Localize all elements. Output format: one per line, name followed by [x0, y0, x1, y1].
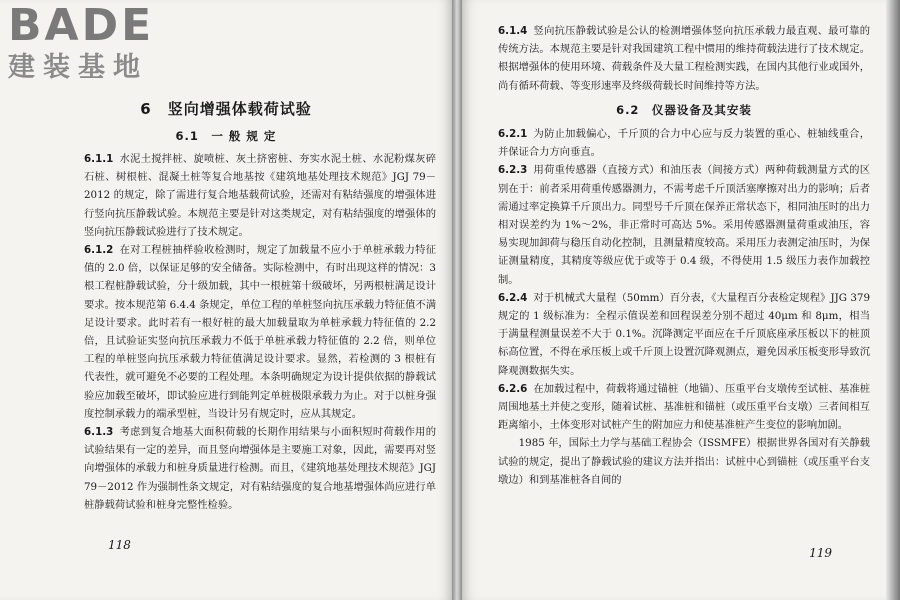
clause-text: 为防止加载偏心，千斤顶的合力中心应与反力装置的重心、桩轴线重合，并保证合力方向垂直。	[498, 128, 870, 159]
clause-number: 6.2.1	[498, 128, 528, 141]
clause-6-1-1	[84, 150, 436, 241]
section-heading-6-1: 6.1 一 般 规 定	[175, 129, 277, 143]
watermark-logo	[8, 0, 155, 84]
clause-6-2-4	[498, 289, 870, 380]
clause-number: 6.1.1	[84, 153, 114, 165]
clause-number: 6.1.2	[84, 244, 114, 257]
clause-6-2-1	[498, 125, 870, 161]
clause-number: 6.2.6	[498, 382, 528, 395]
clause-number: 6.1.3	[84, 426, 114, 439]
clause-text: 水泥土搅拌桩、旋喷桩、灰土挤密桩、夯实水泥土桩、水泥粉煤灰碎石桩、树根桩、混凝土桩等复合地基按《建筑地基处理技术规范》JGJ 79－2012 的规定，除了需进行复合地基载荷试验，还需对有粘结强度的增强体进行竖向抗压静载试验。本规范主要是针对这类规定，对有粘结强度的增强体的竖向抗压静载试验进行了技术规定。	[84, 153, 436, 238]
clause-text: 考虑到复合地基大面积荷载的长期作用结果与小面积短时荷载作用的试验结果有一定的差异，而且竖向增强体是主要施工对象，因此，需要再对竖向增强体的承载力和桩身质量进行检测。而且，《建筑地基处理技术规范》JGJ 79－2012 作为强制性条文规定，对有粘结强度的复合地基增强体尚应进行单桩静载荷试验和桩身完整性检验。	[84, 426, 436, 511]
clause-text: 对于机械式大量程（50mm）百分表，《大量程百分表检定规程》JJG 379 规定的 1 级标准为：全程示值误差和回程误差分别不超过 40μm 和 8μm，相当于满量程测量误差不大于 0.1%。沉降测定平面应在千斤顶底座承压板以下的桩顶标高位置，不得在承压板上或千斤顶上设置沉降观测点，避免因承压板变形导致沉降观测数据失实。	[498, 291, 870, 377]
scan-edge-shadow	[886, 0, 900, 600]
chapter-title: 6 竖向增强体载荷试验	[140, 100, 312, 118]
book-gutter	[452, 0, 462, 600]
section-heading-6-2: 6.2 仪器设备及其安装	[616, 102, 752, 117]
closing-paragraph: 1985 年，国际土力学与基础工程协会（ISSMFE）根据世界各国对有关静载试验的规定，提出了静载试验的建议方法并指出：试桩中心到锚桩（或压重平台支墩边）和到基准桩各自间的	[498, 437, 870, 486]
clause-6-1-2	[84, 241, 436, 423]
clause-6-2-6	[498, 380, 870, 435]
clause-number: 6.2.3	[498, 164, 528, 177]
page-number-right: 119	[809, 546, 832, 560]
right-body-text	[498, 22, 870, 489]
logo-sub-text: 建装基地	[8, 52, 148, 83]
clause-number: 6.1.4	[498, 25, 528, 37]
clause-6-1-3	[84, 423, 436, 514]
clause-text: 在对工程桩抽样验收检测时，规定了加载量不应小于单桩承载力特征值的 2.0 倍，以保证足够的安全储备。实际检测中，有时出现这样的情况：3 根工程桩静载试验，分十级加载，其中一根桩第十级破坏，另两根桩满足设计要求。按本规范第 6.4.4 条规定，单位工程的单桩竖向抗压承载力特征值不满足设计要求。此时若有一根好桩的最大加载量取为单桩承载力特征值的 2.2 倍，且试验证实竖向抗压承载力不低于单桩承载力特征值的 2.2 倍，则单位工程的单桩竖向抗压承载力特征值满足设计要求。显然，若检测的 3 根桩有代表性，就可避免不必要的工程处理。本条明确规定为设计提供依据的静载试验应加载至破坏，即试验应进行到能判定单桩极限承载力为止。对于以桩身强度控制承载力的端承型桩，当设计另有规定时，应从其规定。	[84, 244, 436, 420]
clause-text: 竖向抗压静载试验是公认的检测增强体竖向抗压承载力最直观、最可靠的传统方法。本规范主要是针对我国建筑工程中惯用的维持荷载法进行了技术规定。根据增强体的使用环境、荷载条件及大量工程检测实践，在国内其他行业或国外，尚有循环荷载、等变形速率及终级荷载长时间维持等方法。	[498, 25, 870, 92]
page-number-left: 118	[108, 538, 131, 552]
clause-number: 6.2.4	[498, 291, 528, 304]
left-body-text	[84, 150, 436, 514]
logo-main-text: BADE	[8, 0, 155, 51]
clause-6-2-3	[498, 161, 870, 288]
right-page	[462, 0, 900, 600]
clause-text: 在加载过程中，荷载将通过锚桩（地锚）、压重平台支墩传至试桩、基准桩周围地基土并使之变形，随着试桩、基准桩和锚桩（或压重平台支墩）三者间相互距离缩小，土体变形对试桩产生的附加应力和使基准桩产生变位的影响加剧。	[498, 382, 870, 432]
clause-6-1-4	[498, 22, 870, 95]
clause-text: 用荷重传感器（直接方式）和油压表（间接方式）两种荷载测量方式的区别在于：前者采用荷重传感器测力，不需考虑千斤顶活塞摩擦对出力的影响；后者需通过率定换算千斤顶出力。同型号千斤顶在保养正常状态下，相同油压时的出力相对误差约为 1%～2%，非正常时可高达 5%。采用传感器测量荷重或油压，容易实现加卸荷与稳压自动化控制，且测量精度较高。采用压力表测定油压时，为保证测量精度，其精度等级应优于或等于 0.4 级，不得使用 1.5 级压力表作加载控制。	[498, 164, 870, 286]
